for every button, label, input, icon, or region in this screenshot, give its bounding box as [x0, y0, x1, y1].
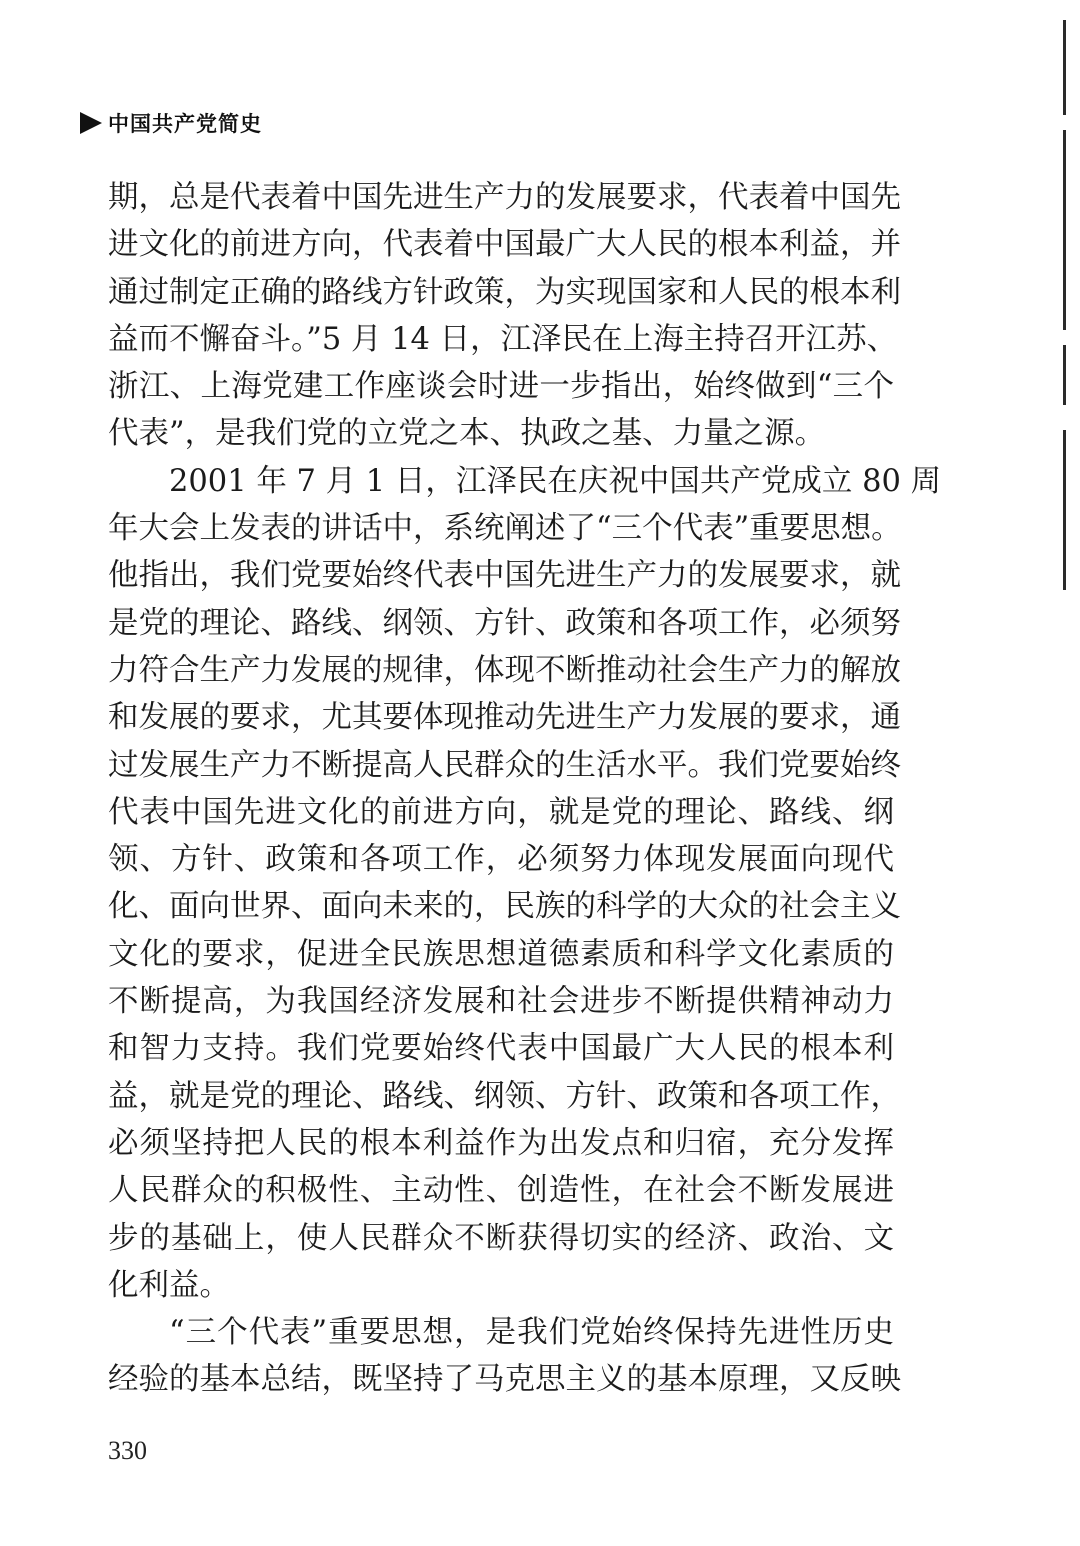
book-title: 中国共产党简史 — [108, 112, 262, 136]
text-line: 2001 年 7 月 1 日，江泽民在庆祝中国共产党成立 80 周 — [169, 463, 942, 499]
scan-edge-mark — [1063, 20, 1066, 115]
text-line: 必须坚持把人民的根本利益作为出发点和归宿，充分发挥 — [108, 1125, 894, 1161]
text-line: 进文化的前进方向，代表着中国最广大人民的根本利益，并 — [108, 227, 901, 263]
text-line: “三个代表”重要思想，是我们党始终保持先进性历史 — [169, 1315, 894, 1351]
text-line: 力符合生产力发展的规律，体现不断推动社会生产力的解放 — [108, 652, 901, 688]
scan-edge-mark — [1063, 430, 1066, 590]
text-line: 益，就是党的理论、路线、纲领、方针、政策和各项工作， — [108, 1078, 901, 1114]
running-head — [80, 108, 262, 138]
text-line: 过发展生产力不断提高人民群众的生活水平。我们党要始终 — [108, 747, 901, 783]
body-text — [108, 174, 942, 1404]
text-line: 代表中国先进文化的前进方向，就是党的理论、路线、纲 — [108, 794, 894, 830]
text-line: 益而不懈奋斗。”5 月 14 日，江泽民在上海主持召开江苏、 — [108, 321, 898, 357]
text-line: 年大会上发表的讲话中，系统阐述了“三个代表”重要思想。 — [108, 511, 902, 547]
text-line: 浙江、上海党建工作座谈会时进一步指出，始终做到“三个 — [108, 369, 894, 405]
page-number: 330 — [108, 1436, 147, 1465]
text-line: 是党的理论、路线、纲领、方针、政策和各项工作，必须努 — [108, 605, 901, 641]
triangle-marker-icon — [80, 112, 102, 134]
text-line: 化利益。 — [108, 1267, 230, 1303]
text-line: 化、面向世界、面向未来的，民族的科学的大众的社会主义 — [108, 889, 901, 925]
scan-edge-mark — [1063, 130, 1066, 330]
text-line: 和发展的要求，尤其要体现推动先进生产力发展的要求，通 — [108, 700, 901, 736]
text-line: 步的基础上，使人民群众不断获得切实的经济、政治、文 — [108, 1220, 894, 1256]
text-line: 他指出，我们党要始终代表中国先进生产力的发展要求，就 — [108, 558, 901, 594]
text-line: 领、方针、政策和各项工作，必须努力体现发展面向现代 — [108, 842, 894, 878]
text-line: 不断提高，为我国经济发展和社会进步不断提供精神动力 — [108, 984, 894, 1020]
text-line: 期，总是代表着中国先进生产力的发展要求，代表着中国先 — [108, 180, 901, 215]
text-line: 代表”，是我们党的立党之本、执政之基、力量之源。 — [108, 416, 826, 452]
text-line: 和智力支持。我们党要始终代表中国最广大人民的根本利 — [108, 1031, 894, 1067]
scan-edge-mark — [1063, 345, 1066, 405]
text-line: 经验的基本总结，既坚持了马克思主义的基本原理，又反映 — [108, 1362, 901, 1398]
text-line: 通过制定正确的路线方针政策，为实现国家和人民的根本利 — [108, 274, 901, 310]
text-line: 人民群众的积极性、主动性、创造性，在社会不断发展进 — [108, 1173, 894, 1209]
text-line: 文化的要求，促进全民族思想道德素质和科学文化素质的 — [108, 936, 894, 972]
